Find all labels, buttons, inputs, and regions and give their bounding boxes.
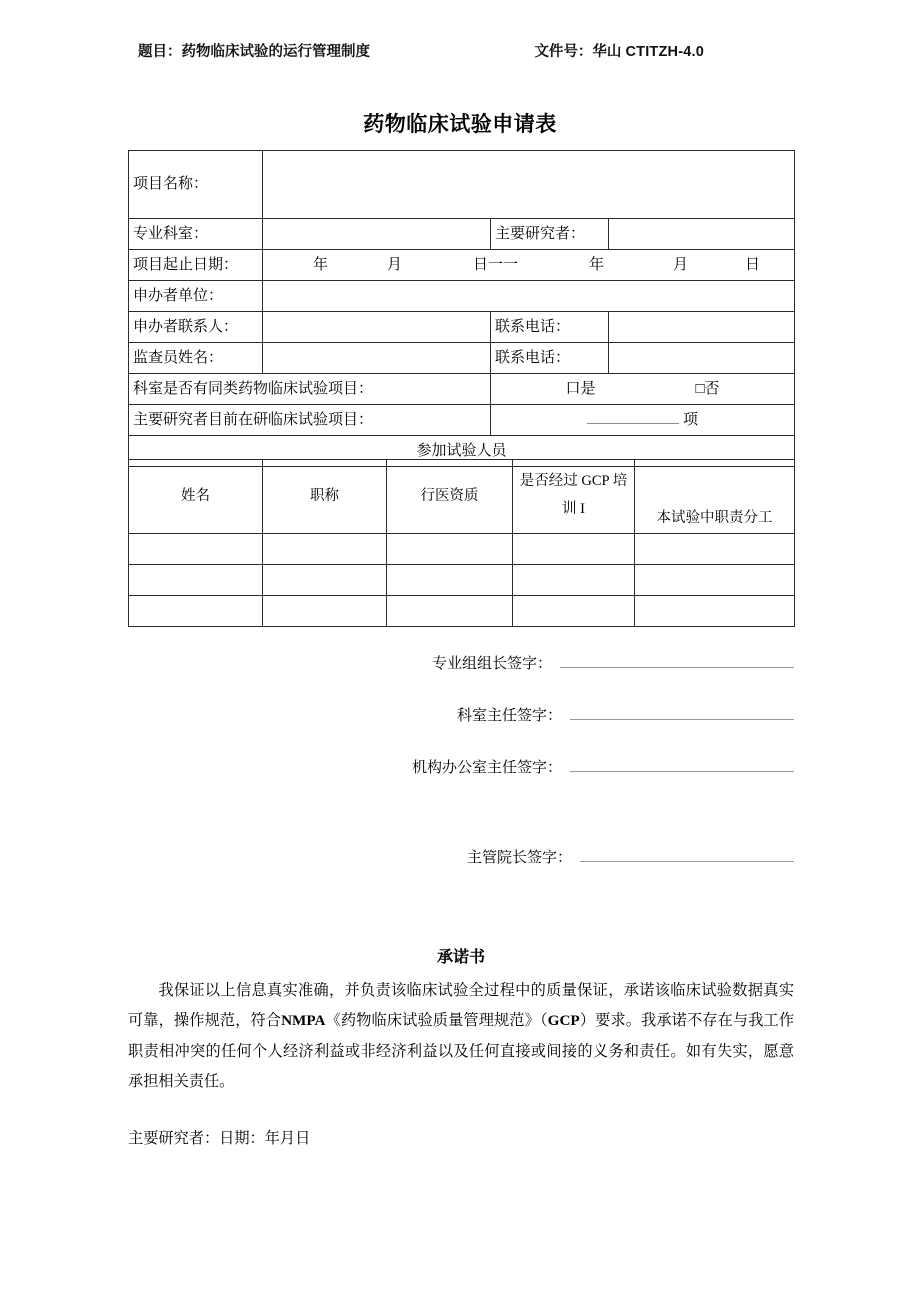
signature-row-office-director [128,756,794,777]
signature-block [128,648,794,867]
department-input-cell[interactable] [263,219,491,250]
signature-row-department-head [128,704,794,725]
personnel-col-title: 职称 [263,460,387,534]
commitment-section [128,944,794,1152]
personnel-name-cell[interactable] [129,596,263,627]
signature-line-vice-president[interactable] [580,850,794,862]
personnel-table [128,459,795,627]
sponsor-label: 申办者单位： [129,281,263,312]
personnel-title-cell[interactable] [263,565,387,596]
ongoing-trials-label: 主要研究者目前在研临床试验项目： [129,405,491,436]
ongoing-trials-unit: 项 [683,411,699,428]
personnel-gcp-cell[interactable] [513,565,635,596]
sponsor-input-cell[interactable] [263,281,795,312]
commitment-text-part1: 我保证以上信息真实准确，并负责该临床试验全过程中的质量保证，承诺该临床试验数据真实可靠，操作规范，符合 [128,982,794,1030]
header-document-number [534,40,704,61]
table-row-project-period [129,250,795,281]
table-row-project-name [129,151,795,219]
project-period-label: 项目起止日期： [129,250,263,281]
period-start-day: 日一一 [473,256,519,273]
similar-trial-checkbox-yes[interactable]: 口是 [565,380,596,397]
signature-line-group-leader[interactable] [560,656,794,668]
sponsor-phone-input-cell[interactable] [609,312,795,343]
page-title: 药物临床试验申请表 [363,113,557,136]
monitor-name-input-cell[interactable] [263,343,491,374]
period-start-year: 年 [313,256,329,273]
signature-line-office-director[interactable] [570,760,794,772]
header-subject-text: 题目：药物临床试验的运行管理制度 [138,44,370,60]
personnel-col-gcp-line1: 是否经过 GCP 培 [519,473,628,489]
personnel-name-cell[interactable] [129,534,263,565]
personnel-gcp-cell[interactable] [513,596,635,627]
table-row-sponsor [129,281,795,312]
personnel-title-cell[interactable] [263,596,387,627]
commitment-footer: 主要研究者：日期：年月日 [128,1129,311,1147]
personnel-section-title: 参加试验人员 [129,436,795,467]
period-start-month: 月 [387,256,403,273]
project-name-label: 项目名称： [129,151,263,219]
sponsor-phone-label: 联系电话： [491,312,609,343]
signature-row-group-leader [128,652,794,673]
personnel-license-cell[interactable] [387,565,513,596]
signature-row-vice-president [128,846,794,867]
personnel-col-duty: 本试验中职责分工 [635,460,795,534]
project-name-input-cell[interactable] [263,151,795,219]
commitment-paragraph [128,976,794,1098]
table-row-similar-trial [129,374,795,405]
application-form-table [128,150,795,467]
table-row-department [129,219,795,250]
ongoing-trials-blank-line[interactable] [587,411,679,424]
project-period-input-cell[interactable] [263,250,795,281]
header-document-number-code: CTITZH-4.0 [625,44,704,60]
table-row [129,565,795,596]
personnel-gcp-cell[interactable] [513,534,635,565]
personnel-header-row [129,460,795,534]
period-end-year: 年 [589,256,605,273]
personnel-col-gcp-training [513,460,635,534]
monitor-phone-label: 联系电话： [491,343,609,374]
header-document-number-label: 文件号：华山 [534,44,622,60]
commitment-text-part2: 《药物临床试验质量管理规范》（ [325,1012,548,1030]
commitment-text-nmpa: NMPA [281,1012,326,1030]
monitor-phone-input-cell[interactable] [609,343,795,374]
principal-investigator-label: 主要研究者： [491,219,609,250]
commitment-text-gcp: GCP [547,1012,580,1030]
document-running-header [138,40,798,64]
table-row-ongoing-trials [129,405,795,436]
signature-line-department-head[interactable] [570,708,794,720]
sponsor-contact-input-cell[interactable] [263,312,491,343]
personnel-col-gcp-line2: 训 I [562,500,585,517]
similar-trial-label: 科室是否有同类药物临床试验项目： [129,374,491,405]
table-row [129,596,795,627]
sponsor-contact-label: 申办者联系人： [129,312,263,343]
personnel-title-cell[interactable] [263,534,387,565]
personnel-duty-cell[interactable] [635,596,795,627]
principal-investigator-input-cell[interactable] [609,219,795,250]
ongoing-trials-input-cell[interactable] [491,405,795,436]
department-label: 专业科室： [129,219,263,250]
commitment-text-part3: ）要求。我承诺不存在与我工作职责相冲突的任何个人经济利益或非经济利益以及任何直接或间接的义务和责任。如有失实，愿意承担相关责任。 [128,1012,795,1091]
personnel-license-cell[interactable] [387,534,513,565]
personnel-name-cell[interactable] [129,565,263,596]
period-end-month: 月 [673,256,689,273]
table-row [129,534,795,565]
table-row-sponsor-contact [129,312,795,343]
personnel-duty-cell[interactable] [635,534,795,565]
signature-label-vice-president: 主管院长签字： [466,850,572,866]
signature-label-office-director: 机构办公室主任签字： [411,760,562,776]
similar-trial-options-cell [491,374,795,405]
period-end-day: 日 [745,256,761,273]
personnel-col-name: 姓名 [129,460,263,534]
commitment-title: 承诺书 [436,949,485,966]
table-row-monitor [129,343,795,374]
personnel-license-cell[interactable] [387,596,513,627]
monitor-name-label: 监查员姓名： [129,343,263,374]
signature-label-department-head: 科室主任签字： [456,708,562,724]
signature-label-group-leader: 专业组组长签字： [431,656,552,672]
similar-trial-checkbox-no[interactable]: □否 [695,380,720,397]
personnel-duty-cell[interactable] [635,565,795,596]
personnel-col-license: 行医资质 [387,460,513,534]
